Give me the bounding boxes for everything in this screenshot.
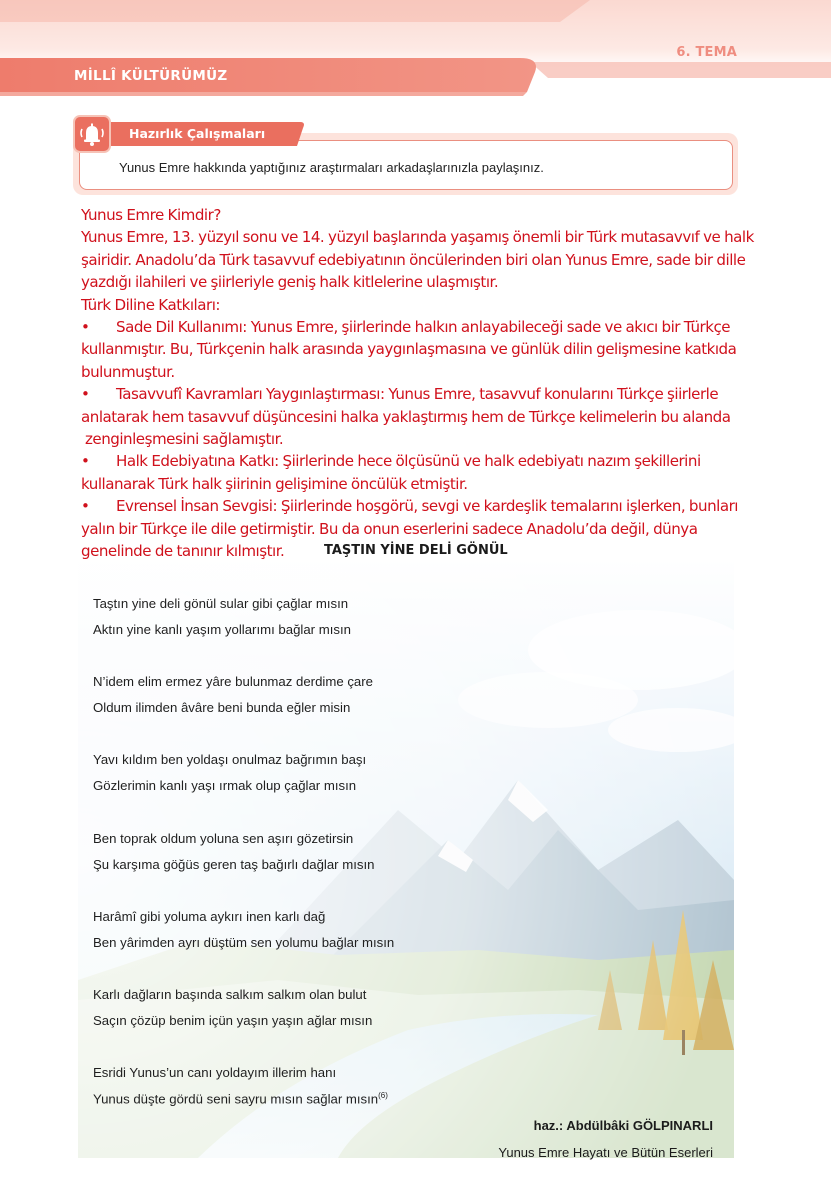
poem-line: N’idem elim ermez yâre bulunmaz derdime çare: [93, 674, 373, 689]
answer-line: Sade Dil Kullanımı: Yunus Emre, şiirlerinde halkın anlayabileceği sade ve akıcı bir Türkçe: [116, 318, 731, 337]
answer-line: Halk Edebiyatına Katkı: Şiirlerinde hece ölçüsünü ve halk edebiyatı nazım şekillerini: [116, 452, 701, 471]
bullet-marker: •: [81, 318, 90, 337]
source-book: Yunus Emre Hayatı ve Bütün Eserleri: [498, 1145, 713, 1160]
poem-line: Oldum ilimden âvâre beni bunda eğler misin: [93, 700, 351, 715]
poem-title: TAŞTIN YİNE DELİ GÖNÜL: [324, 543, 508, 558]
answer-heading: Yunus Emre Kimdir?: [81, 206, 221, 224]
answer-bullet-line: [81, 495, 816, 517]
answer-line: yazdığı ilahileri ve şiirleriyle geniş halk kitlelerine ulaşmıştır.: [81, 273, 499, 292]
preparation-instruction: Yunus Emre hakkında yaptığınız araştırmaları arkadaşlarınızla paylaşınız.: [119, 160, 544, 175]
answer-bullet-line: [81, 383, 816, 405]
unit-title: MİLLÎ KÜLTÜRÜMÜZ: [74, 68, 228, 84]
poem-line: Yavı kıldım ben yoldaşı onulmaz bağrımın başı: [93, 752, 367, 767]
answer-line: anlatarak hem tasavvuf düşüncesini halka yaklaştırmış hem de Türkçe kelimelerin bu alanda: [81, 407, 731, 426]
poem-line: Gözlerimin kanlı yaşı ırmak olup çağlar mısın: [93, 778, 357, 793]
answer-line: Tasavvufî Kavramları Yaygınlaştırması: Yunus Emre, tasavvuf konularını Türkçe şiirlerle: [116, 385, 719, 404]
bullet-marker: •: [81, 497, 90, 516]
poem-line: Aktın yine kanlı yaşım yollarımı bağlar mısın: [93, 622, 351, 637]
preparation-label: Hazırlık Çalışmaları: [129, 126, 266, 141]
footnote-marker: (6): [378, 1091, 388, 1100]
poem-line: Karlı dağların başında salkım salkım olan bulut: [93, 987, 367, 1002]
poem-line: Ben yârimden ayrı düştüm sen yolumu bağlar mısın: [93, 935, 395, 950]
answer-text: [81, 204, 816, 563]
answer-bullet-line: [81, 316, 816, 338]
answer-line: kullanarak Türk halk şiirinin gelişimine öncülük etmiştir.: [81, 474, 468, 493]
answer-line: şairidir. Anadolu’da Türk tasavvuf edebiyatının öncülerinden biri olan Yunus Emre, sade bir dille: [81, 250, 746, 269]
answer-line: Yunus Emre, 13. yüzyıl sonu ve 14. yüzyıl başlarında yaşamış önemli bir Türk mutasavvıf ve halk: [81, 228, 754, 247]
theme-number: 6. TEMA: [676, 45, 737, 60]
answer-line: Evrensel İnsan Sevgisi: Şiirlerinde hoşgörü, sevgi ve kardeşlik temalarını işlerken, bunları: [116, 497, 738, 516]
bullet-marker: •: [81, 452, 90, 471]
poem-line: Harâmî gibi yoluma aykırı inen karlı dağ: [93, 909, 326, 924]
answer-subheading: Türk Diline Katkıları:: [81, 295, 220, 314]
poem-line: Yunus düşte gördü seni sayru mısın sağlar mısın: [93, 1091, 379, 1107]
bullet-marker: •: [81, 385, 90, 404]
page-header: [0, 0, 831, 110]
poem-line: Esridi Yunus’un canı yoldayım illerim hanı: [93, 1065, 337, 1080]
answer-bullet-line: [81, 450, 816, 472]
poem-line: Taştın yine deli gönül sular gibi çağlar mısın: [93, 596, 349, 611]
answer-line: kullanmıştır. Bu, Türkçenin halk arasında yaygınlaşmasına ve günlük dilin gelişmesine katkıda: [81, 340, 737, 359]
poem-line-last: [93, 1091, 388, 1106]
poem-line: Ben toprak oldum yoluna sen aşırı gözetirsin: [93, 831, 354, 846]
answer-line: yalın bir Türkçe ile dile getirmiştir. Bu da onun eserlerini sadece Anadolu’da değil, dünya: [81, 519, 698, 538]
poem-line: Saçın çözüp benim içün yaşın yaşın ağlar mısın: [93, 1013, 373, 1028]
bell-icon: [73, 115, 111, 153]
answer-line: bulunmuştur.: [81, 362, 175, 381]
answer-line: genelinde de tanınır kılmıştır.: [81, 542, 285, 561]
answer-line: zenginleşmesini sağlamıştır.: [85, 430, 284, 449]
source-author: haz.: Abdülbâki GÖLPINARLI: [533, 1118, 713, 1133]
preparation-tab: [78, 122, 306, 146]
poem-line: Şu karşıma göğüs geren taş bağırlı dağlar mısın: [93, 857, 375, 872]
